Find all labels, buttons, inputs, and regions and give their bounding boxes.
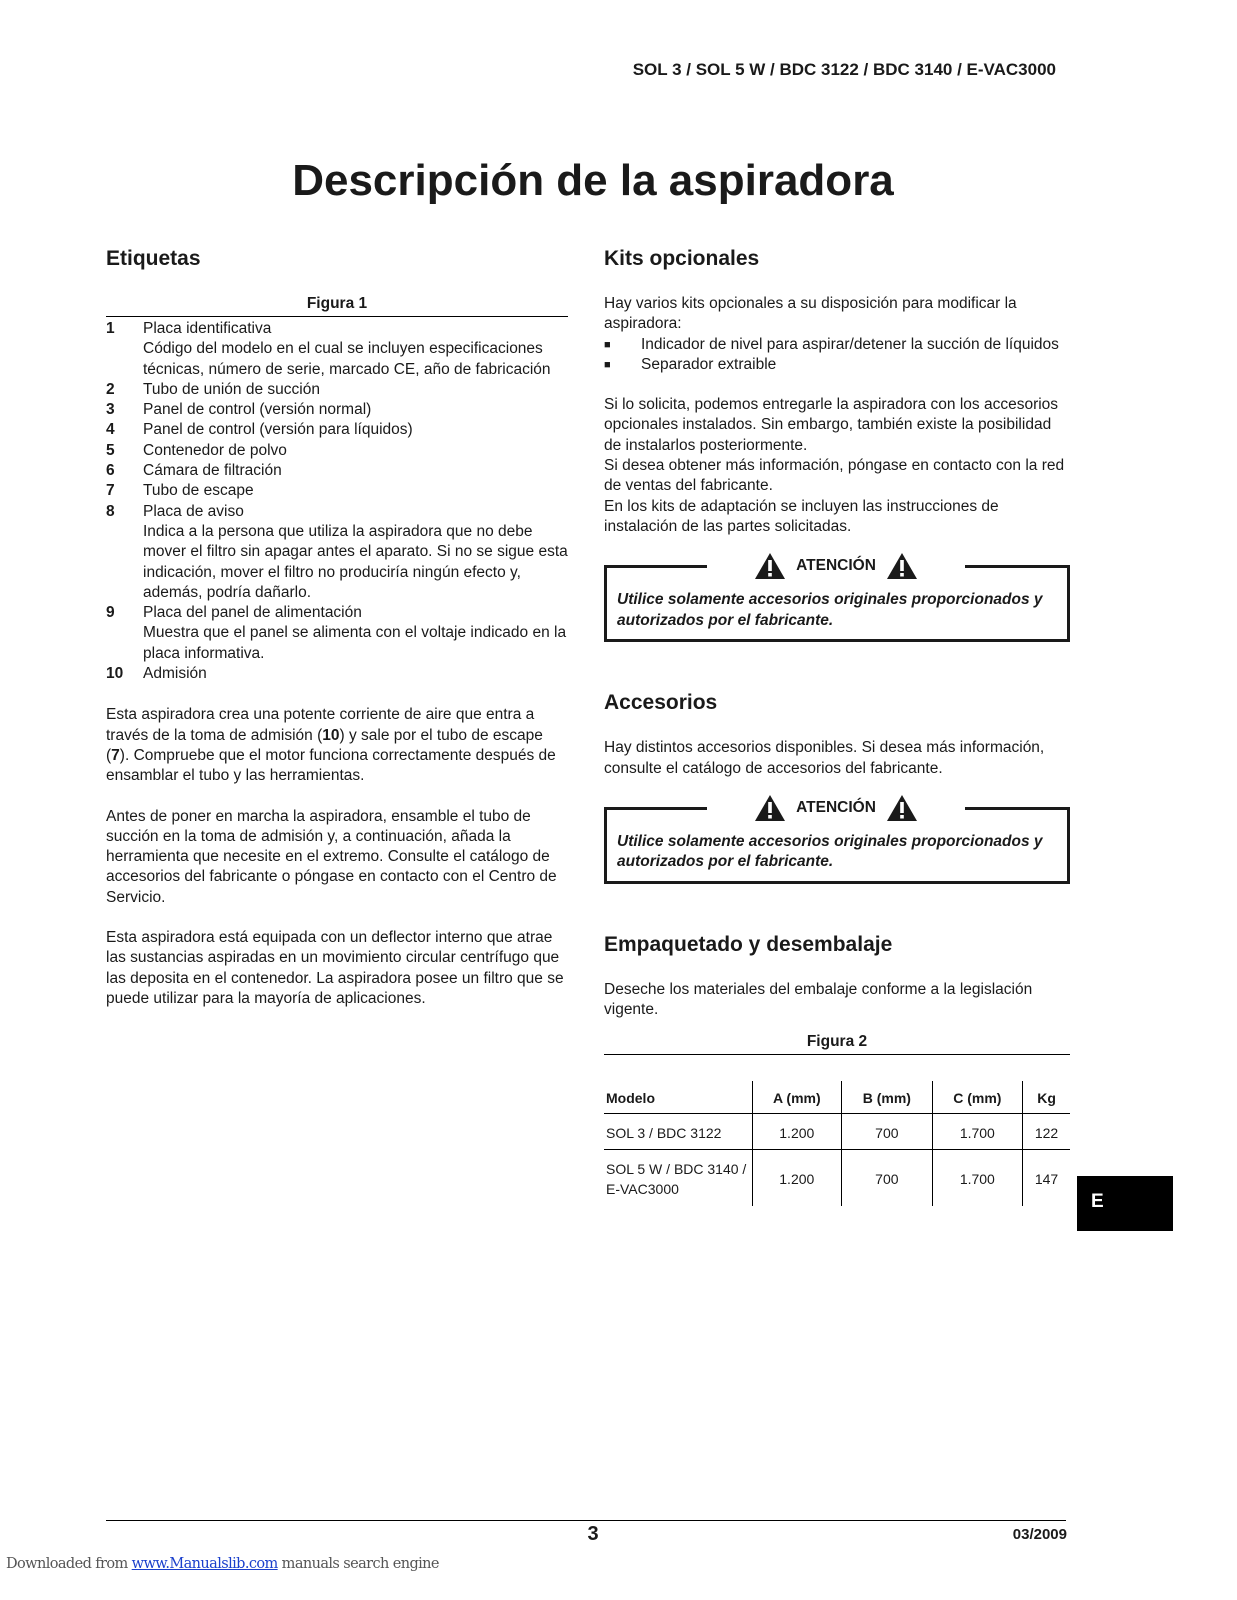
footer-rule	[106, 1520, 1066, 1521]
legend-item	[106, 481, 568, 501]
ref-intake: 10	[322, 726, 340, 744]
legend-number: 4	[106, 421, 115, 439]
figure-1-caption: Figura 1	[106, 294, 568, 317]
legend-item	[106, 441, 568, 461]
table-cell: 700	[842, 1113, 933, 1149]
bullet-square-icon: ■	[604, 338, 611, 351]
table-cell: 147	[1023, 1150, 1070, 1206]
assembly-paragraph: Antes de poner en marcha la aspiradora, ensamble el tubo de succión en la toma de admisión y, a continuación, añada la herramienta que necesite en el extremo. Consulte el catálogo de accesorios del fabricante o póngase en contacto con el Centro de Servicio.	[106, 807, 557, 906]
legend-number: 7	[106, 482, 115, 500]
ref-exhaust: 7	[111, 746, 120, 764]
legend-number: 8	[106, 502, 115, 520]
legend-item	[106, 380, 568, 400]
warning-triangle-icon	[754, 794, 786, 822]
kits-heading: Kits opcionales	[604, 247, 760, 270]
legend-label: Placa identificativa	[143, 320, 272, 337]
right-column	[604, 246, 1066, 1206]
legend-description: Muestra que el panel se alimenta con el voltaje indicado en la placa informativa.	[143, 624, 567, 662]
table-cell: 1.200	[752, 1150, 842, 1206]
warning-text: Utilice solamente accesorios originales proporcionados y autorizados por el fabricante.	[617, 591, 1043, 629]
table-cell: 1.200	[752, 1113, 842, 1149]
bullet-square-icon: ■	[604, 358, 611, 371]
legend-label: Placa del panel de alimentación	[143, 604, 362, 622]
column-header: Kg	[1023, 1081, 1070, 1113]
kits-paragraph: Si lo solicita, podemos entregarle la aspiradora con los accesorios opcionales instalados. Sin embargo, también existe la posibilidad de instalarlos posteriormente.	[604, 396, 1059, 454]
column-header: A (mm)	[752, 1081, 842, 1113]
footer-date: 03/2009	[1012, 1526, 1067, 1543]
warning-triangle-icon	[754, 552, 786, 580]
table-cell: 122	[1023, 1113, 1070, 1149]
legend-label: Contenedor de polvo	[143, 441, 287, 459]
legend-number: 2	[106, 380, 115, 398]
legend-item	[106, 603, 568, 664]
table-cell: SOL 3 / BDC 3122	[604, 1113, 752, 1149]
legend-number: 6	[106, 462, 115, 480]
manualslib-link[interactable]: www.Manualslib.com	[131, 1556, 278, 1572]
legend-label: Tubo de unión de succión	[143, 380, 320, 398]
label-legend	[106, 319, 568, 684]
kits-contact-line: Si desea obtener más información, póngase en contacto con la red de ventas del fabricante.	[604, 457, 1065, 495]
page-title: Descripción de la aspiradora	[292, 156, 894, 205]
download-notice: Downloaded from www.Manualslib.com manuals search engine	[6, 1556, 439, 1572]
airflow-paragraph: Esta aspiradora crea una potente corriente de aire que entra a través de la toma de admisión (10) y sale por el tubo de escape (7). Compruebe que el motor funciona correctamente después de ensamblar el tubo y las herramientas.	[106, 706, 556, 785]
etiquetas-heading: Etiquetas	[106, 247, 201, 270]
kits-list	[604, 335, 1066, 376]
legend-description: Código del modelo en el cual se incluyen especificaciones técnicas, número de serie, marcado CE, año de fabricación	[143, 340, 551, 378]
empaquetado-heading: Empaquetado y desembalaje	[604, 932, 893, 956]
legend-number: 1	[106, 320, 115, 337]
table-cell: 1.700	[932, 1113, 1023, 1149]
table-cell: 700	[842, 1150, 933, 1206]
legend-label: Admisión	[143, 665, 207, 683]
page-number: 3	[587, 1523, 599, 1545]
legend-item	[106, 502, 568, 603]
dimensions-table	[604, 1081, 1070, 1205]
legend-number: 3	[106, 401, 115, 419]
accesorios-paragraph: Hay distintos accesorios disponibles. Si desea más información, consulte el catálogo de accesorios del fabricante.	[604, 739, 1045, 777]
column-header: B (mm)	[842, 1081, 933, 1113]
legend-label: Placa de aviso	[143, 502, 244, 520]
warning-label: ATENCIÓN	[796, 798, 876, 816]
warning-triangle-icon	[886, 794, 918, 822]
table-row	[604, 1150, 1070, 1206]
legend-item	[106, 400, 568, 420]
table-cell: SOL 5 W / BDC 3140 / E-VAC3000	[606, 1161, 747, 1198]
kits-intro: Hay varios kits opcionales a su disposición para modificar la aspiradora:	[604, 295, 1017, 333]
list-item: ■ Indicador de nivel para aspirar/detener la succión de líquidos	[604, 335, 1066, 355]
empaquetado-paragraph: Deseche los materiales del embalaje conforme a la legislación vigente.	[604, 980, 1033, 1019]
column-header: Modelo	[604, 1081, 752, 1113]
legend-item	[106, 319, 568, 380]
warning-text: Utilice solamente accesorios originales proporcionados y autorizados por el fabricante.	[617, 832, 1043, 871]
warning-box	[604, 557, 1070, 642]
legend-label: Tubo de escape	[143, 482, 254, 500]
table-cell: 1.700	[932, 1150, 1023, 1206]
legend-label: Panel de control (versión normal)	[143, 401, 372, 419]
legend-label: Panel de control (versión para líquidos)	[143, 421, 413, 439]
legend-item	[106, 461, 568, 481]
legend-label: Cámara de filtración	[143, 462, 282, 480]
legend-number: 9	[106, 604, 115, 622]
column-header: C (mm)	[932, 1081, 1023, 1113]
warning-label: ATENCIÓN	[796, 557, 876, 575]
figure-2-caption: Figura 2	[604, 1032, 1070, 1055]
legend-number: 5	[106, 441, 115, 459]
warning-header	[707, 552, 965, 580]
left-column	[106, 246, 568, 1029]
list-item: ■ Separador extraible	[604, 355, 1066, 375]
kits-instructions-line: En los kits de adaptación se incluyen las instrucciones de instalación de las partes solicitadas.	[604, 497, 999, 535]
table-header-row	[604, 1081, 1070, 1113]
legend-description: Indica a la persona que utiliza la aspiradora que no debe mover el filtro sin apagar antes el aparato. Si no se sigue esta indicación, mover el filtro no produciría ningún efecto y, además, podría dañarlo.	[143, 522, 568, 601]
accesorios-heading: Accesorios	[604, 691, 718, 715]
warning-triangle-icon	[886, 552, 918, 580]
warning-header	[707, 794, 965, 822]
warning-box	[604, 798, 1070, 884]
table-row	[604, 1113, 1070, 1149]
legend-number: 10	[106, 665, 124, 683]
legend-item	[106, 664, 568, 684]
language-tab: E	[1077, 1176, 1173, 1231]
header-models: SOL 3 / SOL 5 W / BDC 3122 / BDC 3140 / E-VAC3000	[632, 60, 1056, 79]
deflector-paragraph: Esta aspiradora está equipada con un deflector interno que atrae las sustancias aspiradas en un movimiento circular centrífugo que las deposita en el contenedor. La aspiradora posee un filtro que se puede utilizar para la mayoría de aplicaciones.	[106, 929, 564, 1007]
legend-item	[106, 420, 568, 440]
